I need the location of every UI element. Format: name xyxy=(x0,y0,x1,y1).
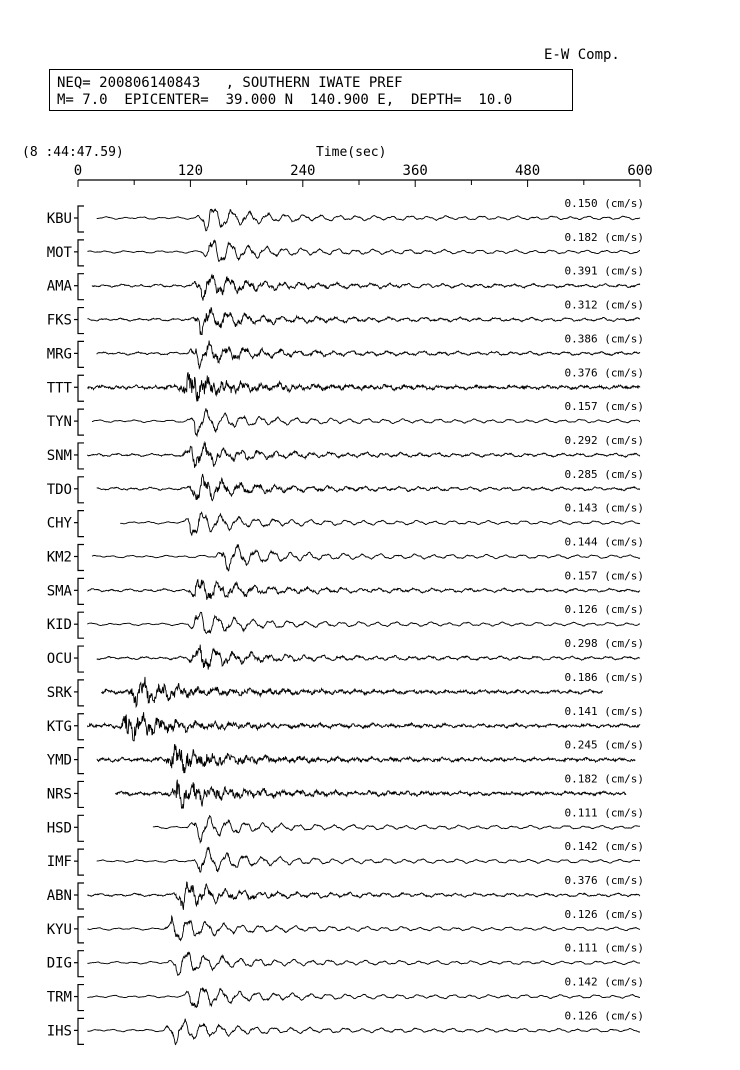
station-label: OCU xyxy=(46,651,72,668)
waveform-snm xyxy=(87,442,640,467)
trace-bracket xyxy=(78,646,84,672)
trace-bracket xyxy=(78,951,84,977)
peak-amplitude-label: 0.298 (cm/s) xyxy=(564,637,644,651)
peak-amplitude-label: 0.144 (cm/s) xyxy=(564,535,644,549)
station-label: DIG xyxy=(46,955,72,972)
trace-bracket xyxy=(78,341,84,367)
trace-bracket xyxy=(78,206,84,232)
peak-amplitude-label: 0.141 (cm/s) xyxy=(564,704,644,718)
waveform-ocu xyxy=(97,645,640,670)
station-label: KTG xyxy=(46,718,72,735)
waveform-kbu xyxy=(97,209,640,231)
station-label: CHY xyxy=(46,515,72,532)
waveform-ymd xyxy=(97,745,636,774)
station-label: HSD xyxy=(46,820,72,837)
peak-amplitude-label: 0.157 (cm/s) xyxy=(564,569,644,583)
station-label: NRS xyxy=(46,786,72,803)
waveform-chy xyxy=(120,512,640,535)
station-label: IMF xyxy=(46,854,72,871)
station-label: YMD xyxy=(46,752,72,769)
peak-amplitude-label: 0.126 (cm/s) xyxy=(564,907,644,921)
waveform-sma xyxy=(87,579,640,600)
x-tick-label: 480 xyxy=(514,163,541,179)
waveform-ihs xyxy=(87,1019,640,1045)
peak-amplitude-label: 0.386 (cm/s) xyxy=(564,332,644,346)
station-label: IHS xyxy=(46,1023,72,1040)
peak-amplitude-label: 0.391 (cm/s) xyxy=(564,264,644,278)
trace-bracket xyxy=(78,1018,84,1044)
event-id-line: NEQ= 200806140843 , SOUTHERN IWATE PREF xyxy=(57,75,403,91)
station-label: TYN xyxy=(46,414,72,431)
trace-bracket xyxy=(78,578,84,604)
station-label: SRK xyxy=(46,684,72,701)
x-tick-label: 360 xyxy=(402,163,428,179)
waveform-kid xyxy=(87,612,640,633)
station-label: KM2 xyxy=(46,549,72,566)
peak-amplitude-label: 0.186 (cm/s) xyxy=(564,670,644,684)
station-label: SNM xyxy=(46,447,72,464)
peak-amplitude-label: 0.142 (cm/s) xyxy=(564,975,644,989)
x-axis-label: Time(sec) xyxy=(316,145,387,160)
peak-amplitude-label: 0.245 (cm/s) xyxy=(564,738,644,752)
station-label: AMA xyxy=(46,278,72,295)
peak-amplitude-label: 0.312 (cm/s) xyxy=(564,298,644,312)
waveform-abn xyxy=(87,882,640,910)
waveform-dig xyxy=(87,952,640,975)
peak-amplitude-label: 0.150 (cm/s) xyxy=(564,197,644,210)
waveform-fks xyxy=(87,308,640,335)
trace-bracket xyxy=(78,849,84,875)
event-params-line: M= 7.0 EPICENTER= 39.000 N 140.900 E, DEPTH= 10.0 xyxy=(57,92,513,108)
x-tick-label: 120 xyxy=(177,163,204,179)
station-label: TRM xyxy=(46,989,72,1006)
x-tick-label: 600 xyxy=(627,163,653,179)
peak-amplitude-label: 0.376 (cm/s) xyxy=(564,874,644,887)
trace-bracket xyxy=(78,443,84,469)
trace-bracket xyxy=(78,545,84,571)
trace-bracket xyxy=(78,714,84,740)
station-label: TDO xyxy=(46,481,72,498)
origin-time-label: (8 :44:47.59) xyxy=(22,145,124,160)
waveform-ktg xyxy=(87,712,640,741)
trace-bracket xyxy=(78,883,84,909)
waveform-nrs xyxy=(116,780,626,809)
x-tick-label: 0 xyxy=(73,163,83,179)
waveform-ama xyxy=(92,275,640,301)
trace-bracket xyxy=(78,680,84,706)
peak-amplitude-label: 0.376 (cm/s) xyxy=(564,366,644,380)
station-label: MRG xyxy=(46,346,72,363)
waveform-srk xyxy=(101,677,602,707)
station-label: TTT xyxy=(46,380,72,397)
waveform-imf xyxy=(97,847,640,872)
waveform-tdo xyxy=(97,474,640,501)
trace-bracket xyxy=(78,409,84,435)
peak-amplitude-label: 0.126 (cm/s) xyxy=(564,1009,644,1023)
trace-bracket xyxy=(78,815,84,841)
waveform-trm xyxy=(87,988,640,1008)
trace-bracket xyxy=(78,781,84,807)
peak-amplitude-label: 0.285 (cm/s) xyxy=(564,467,644,481)
trace-bracket xyxy=(78,748,84,774)
peak-amplitude-label: 0.182 (cm/s) xyxy=(564,230,644,244)
station-label: KBU xyxy=(46,211,72,227)
peak-amplitude-label: 0.111 (cm/s) xyxy=(564,806,644,820)
station-label: MOT xyxy=(46,244,72,261)
waveform-kyu xyxy=(87,916,640,940)
peak-amplitude-label: 0.292 (cm/s) xyxy=(564,433,644,447)
station-label: SMA xyxy=(46,583,72,600)
peak-amplitude-label: 0.126 (cm/s) xyxy=(564,603,644,617)
peak-amplitude-label: 0.157 (cm/s) xyxy=(564,400,644,414)
station-label: KID xyxy=(46,617,72,634)
peak-amplitude-label: 0.182 (cm/s) xyxy=(564,772,644,786)
waveform-mrg xyxy=(97,341,640,369)
peak-amplitude-label: 0.143 (cm/s) xyxy=(564,501,644,515)
waveform-mot xyxy=(87,240,640,261)
trace-bracket xyxy=(78,612,84,638)
trace-bracket xyxy=(78,308,84,334)
trace-bracket xyxy=(78,240,84,266)
station-label: FKS xyxy=(46,312,72,329)
trace-bracket xyxy=(78,511,84,537)
component-label: E-W Comp. xyxy=(544,47,620,63)
trace-bracket xyxy=(78,985,84,1011)
station-label: KYU xyxy=(46,921,72,938)
waveform-km2 xyxy=(92,544,640,571)
waveform-hsd xyxy=(153,816,640,843)
trace-bracket xyxy=(78,274,84,300)
waveform-tyn xyxy=(92,408,640,436)
peak-amplitude-label: 0.111 (cm/s) xyxy=(564,941,644,955)
trace-bracket xyxy=(78,917,84,943)
station-label: ABN xyxy=(46,888,72,904)
x-tick-label: 240 xyxy=(290,163,316,179)
waveform-ttt xyxy=(87,372,640,401)
trace-bracket xyxy=(78,477,84,503)
peak-amplitude-label: 0.142 (cm/s) xyxy=(564,840,644,854)
trace-bracket xyxy=(78,375,84,401)
